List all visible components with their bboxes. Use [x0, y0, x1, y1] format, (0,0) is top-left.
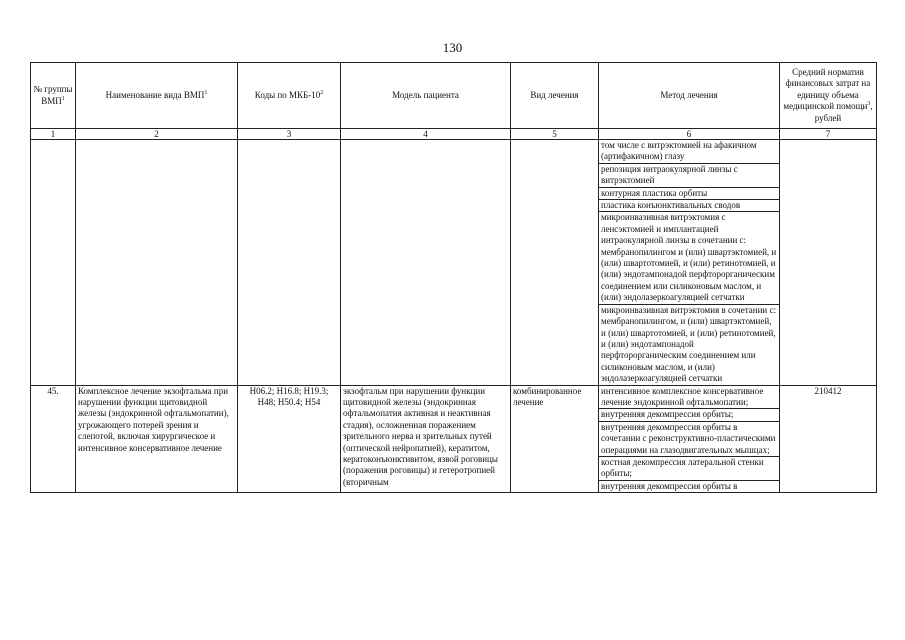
table-row [31, 385, 877, 493]
header-vmp-name: Наименование вида ВМП$^1$ [76, 63, 238, 129]
header-group-number: № группы ВМП$^1$ [31, 63, 76, 129]
method-item: внутренняя декомпрессия орбиты в сочетании с реконструктивно-пластическими операциями на глазодвигательных мышцах; [599, 422, 779, 457]
empty-cell [780, 140, 877, 386]
continued-row [31, 140, 877, 386]
column-number: 3 [238, 129, 341, 140]
patient-model: экзофтальм при нарушении функции щитовидной железы (эндокринная офтальмопатия активная и неактивная стадия), осложненная поражением зрительного нерва и зрительных путей (оптической нейропатией), кератитом, кератоконъюнктивитом, язвой роговицы (поражения роговицы) и гетеротропией (вторичным [341, 385, 511, 493]
method-item: микроинвазивная витрэктомия в сочетании с: мембранопилингом, и (или) швартэктомией, и (или) швартотомией, и (или) ретинотомией, и (или) эндотампонадой перфторорганическим соединением или силиконовым маслом, и (или) эндолазеркоагуляцией сетчатки [601, 304, 776, 384]
empty-cell [511, 140, 599, 386]
method-item: интенсивное комплексное консервативное лечение эндокринной офтальмопатии; [599, 386, 779, 410]
average-cost: 210412 [780, 385, 877, 493]
header-average-cost: Средний норматив финансовых затрат на единицу объема медицинской помощи$^3$, рублей [780, 63, 877, 129]
empty-cell [238, 140, 341, 386]
header-treatment-type: Вид лечения [511, 63, 599, 129]
column-number: 1 [31, 129, 76, 140]
method-item: том числе с витрэктомией на афакичном (артифакичном) глазу [599, 140, 779, 164]
method-item: внутренняя декомпрессия орбиты; [599, 409, 779, 421]
column-number: 6 [599, 129, 780, 140]
method-item: микроинвазивная витрэктомия с ленсэктомией и имплантацией интраокулярной линзы в сочетании с: мембранопилингом и (или) швартэктомией, и (или) швартотомией, и (или) ретинотомией, и (или) эндотампонадой перфторорганическим соединением или силиконовым маслом, и (или) эндолазеркоагуляцией сетчатки [599, 212, 779, 304]
header-icd-codes: Коды по МКБ-$10^2$ [238, 63, 341, 129]
method-item: репозиция интраокулярной линзы с витрэктомией [599, 164, 779, 188]
method-item: внутренняя декомпрессия орбиты в [601, 480, 738, 491]
vmp-table [30, 62, 877, 493]
group-number: 45. [31, 385, 76, 493]
empty-cell [341, 140, 511, 386]
column-numbers-row [31, 129, 877, 140]
column-number: 2 [76, 129, 238, 140]
column-number: 5 [511, 129, 599, 140]
empty-cell [76, 140, 238, 386]
vmp-name: Комплексное лечение экзофтальма при нарушении функции щитовидной железы (эндокринной офтальмопатии), угрожающего потерей зрения и слепотой, включая хирургическое и интенсивное консервативное лечение [76, 385, 238, 493]
header-patient-model: Модель пациента [341, 63, 511, 129]
column-number: 4 [341, 129, 511, 140]
method-list [599, 140, 780, 386]
method-list [599, 385, 780, 493]
icd-codes: H06.2; H16.8; H19.3; H48; H50.4; H54 [238, 385, 341, 493]
empty-cell [31, 140, 76, 386]
header-treatment-method: Метод лечения [599, 63, 780, 129]
column-number: 7 [780, 129, 877, 140]
method-item: контурная пластика орбиты [599, 188, 779, 200]
method-item: пластика конъюнктивальных сводов [599, 200, 779, 212]
page-number: 130 [442, 40, 463, 55]
method-item: костная декомпрессия латеральной стенки орбиты; [599, 457, 779, 481]
header-row [31, 63, 877, 129]
treatment-type: комбинированное лечение [511, 385, 599, 493]
